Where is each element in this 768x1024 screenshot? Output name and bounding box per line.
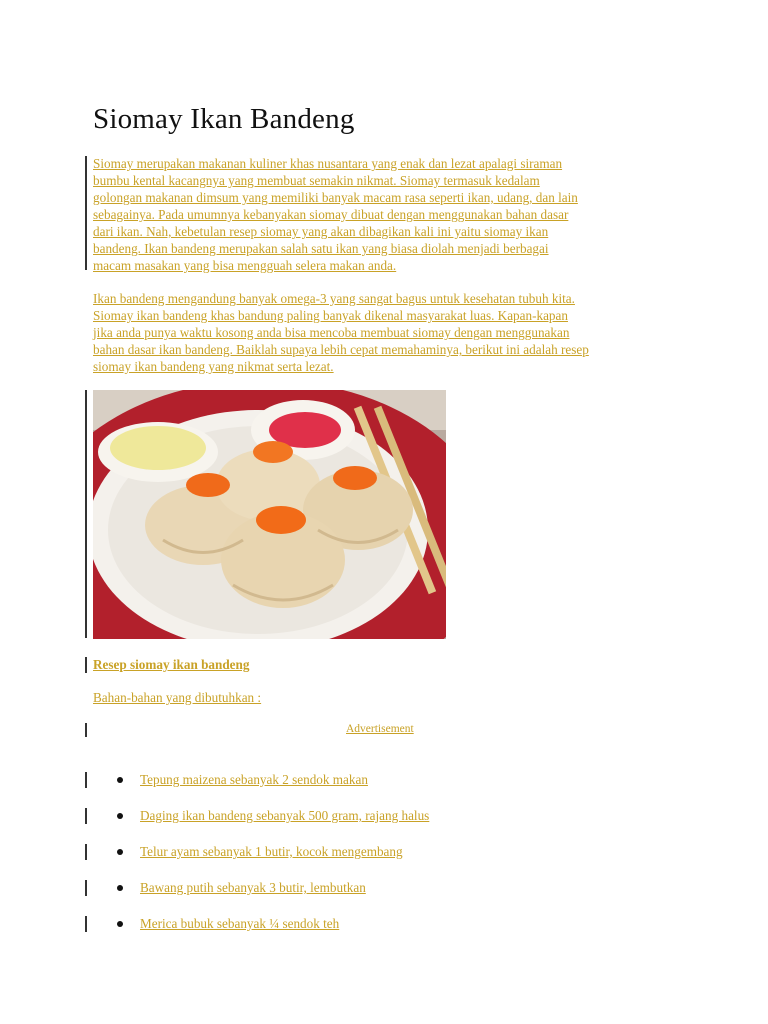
change-bar bbox=[85, 657, 87, 673]
page-title: Siomay Ikan Bandeng bbox=[93, 103, 355, 135]
recipe-heading[interactable]: Resep siomay ikan bandeng bbox=[93, 657, 250, 672]
text-line[interactable]: jika anda punya waktu kosong anda bisa mencoba membuat siomay dengan menggunakan bbox=[93, 325, 570, 340]
text-line[interactable]: bumbu kental kacangnya yang membuat semakin nikmat. Siomay termasuk kedalam bbox=[93, 173, 540, 188]
change-bar bbox=[85, 390, 87, 638]
ingredient-item[interactable]: Telur ayam sebanyak 1 butir, kocok mengembang bbox=[140, 844, 403, 859]
change-bar bbox=[85, 772, 87, 788]
ingredient-item[interactable]: Tepung maizena sebanyak 2 sendok makan bbox=[140, 772, 368, 787]
change-bar bbox=[85, 723, 87, 737]
change-bar bbox=[85, 880, 87, 896]
text-line[interactable]: sebagainya. Pada umumnya kebanyakan siomay dibuat dengan menggunakan bahan dasar bbox=[93, 207, 569, 222]
bullet-icon bbox=[117, 813, 123, 819]
text-line[interactable]: bahan dasar ikan bandeng. Baiklah supaya lebih cepat memahaminya, berikut ini adalah resep bbox=[93, 342, 589, 357]
text-line[interactable]: Siomay ikan bandeng khas bandung paling banyak dikenal masyarakat luas. Kapan-kapan bbox=[93, 308, 568, 323]
text-line[interactable]: Ikan bandeng mengandung banyak omega-3 yang sangat bagus untuk kesehatan tubuh kita. bbox=[93, 291, 575, 306]
ingredient-item[interactable]: Daging ikan bandeng sebanyak 500 gram, rajang halus bbox=[140, 808, 430, 823]
intro-paragraph[interactable] bbox=[93, 155, 683, 274]
ingredients-label[interactable]: Bahan-bahan yang dibutuhkan : bbox=[93, 690, 262, 705]
text-line[interactable]: bandeng. Ikan bandeng merupakan salah satu ikan yang biasa diolah menjadi berbagai bbox=[93, 241, 549, 256]
siomay-photo bbox=[93, 390, 446, 639]
siomay-illustration bbox=[93, 390, 446, 639]
bullet-icon bbox=[117, 777, 123, 783]
change-bar bbox=[85, 844, 87, 860]
advertisement-link[interactable]: Advertisement bbox=[346, 723, 414, 735]
bullet-icon bbox=[117, 921, 123, 927]
change-bar bbox=[85, 916, 87, 932]
text-line[interactable]: Siomay merupakan makanan kuliner khas nusantara yang enak dan lezat apalagi siraman bbox=[93, 156, 563, 171]
change-bar bbox=[85, 156, 87, 270]
ingredient-item[interactable]: Bawang putih sebanyak 3 butir, lembutkan bbox=[140, 880, 366, 895]
text-line[interactable]: macam masakan yang bisa mengguah selera makan anda. bbox=[93, 258, 397, 273]
ingredient-item[interactable]: Merica bubuk sebanyak ¼ sendok teh bbox=[140, 916, 340, 931]
text-line[interactable]: siomay ikan bandeng yang nikmat serta lezat. bbox=[93, 359, 334, 374]
text-line[interactable]: golongan makanan dimsum yang memiliki banyak macam rasa seperti ikan, udang, dan lain bbox=[93, 190, 578, 205]
text-line[interactable]: dari ikan. Nah, kebetulan resep siomay yang akan dibagikan kali ini yaitu siomay ikan bbox=[93, 224, 549, 239]
change-bar bbox=[85, 808, 87, 824]
omega-paragraph[interactable] bbox=[93, 290, 683, 375]
bullet-icon bbox=[117, 849, 123, 855]
bullet-icon bbox=[117, 885, 123, 891]
